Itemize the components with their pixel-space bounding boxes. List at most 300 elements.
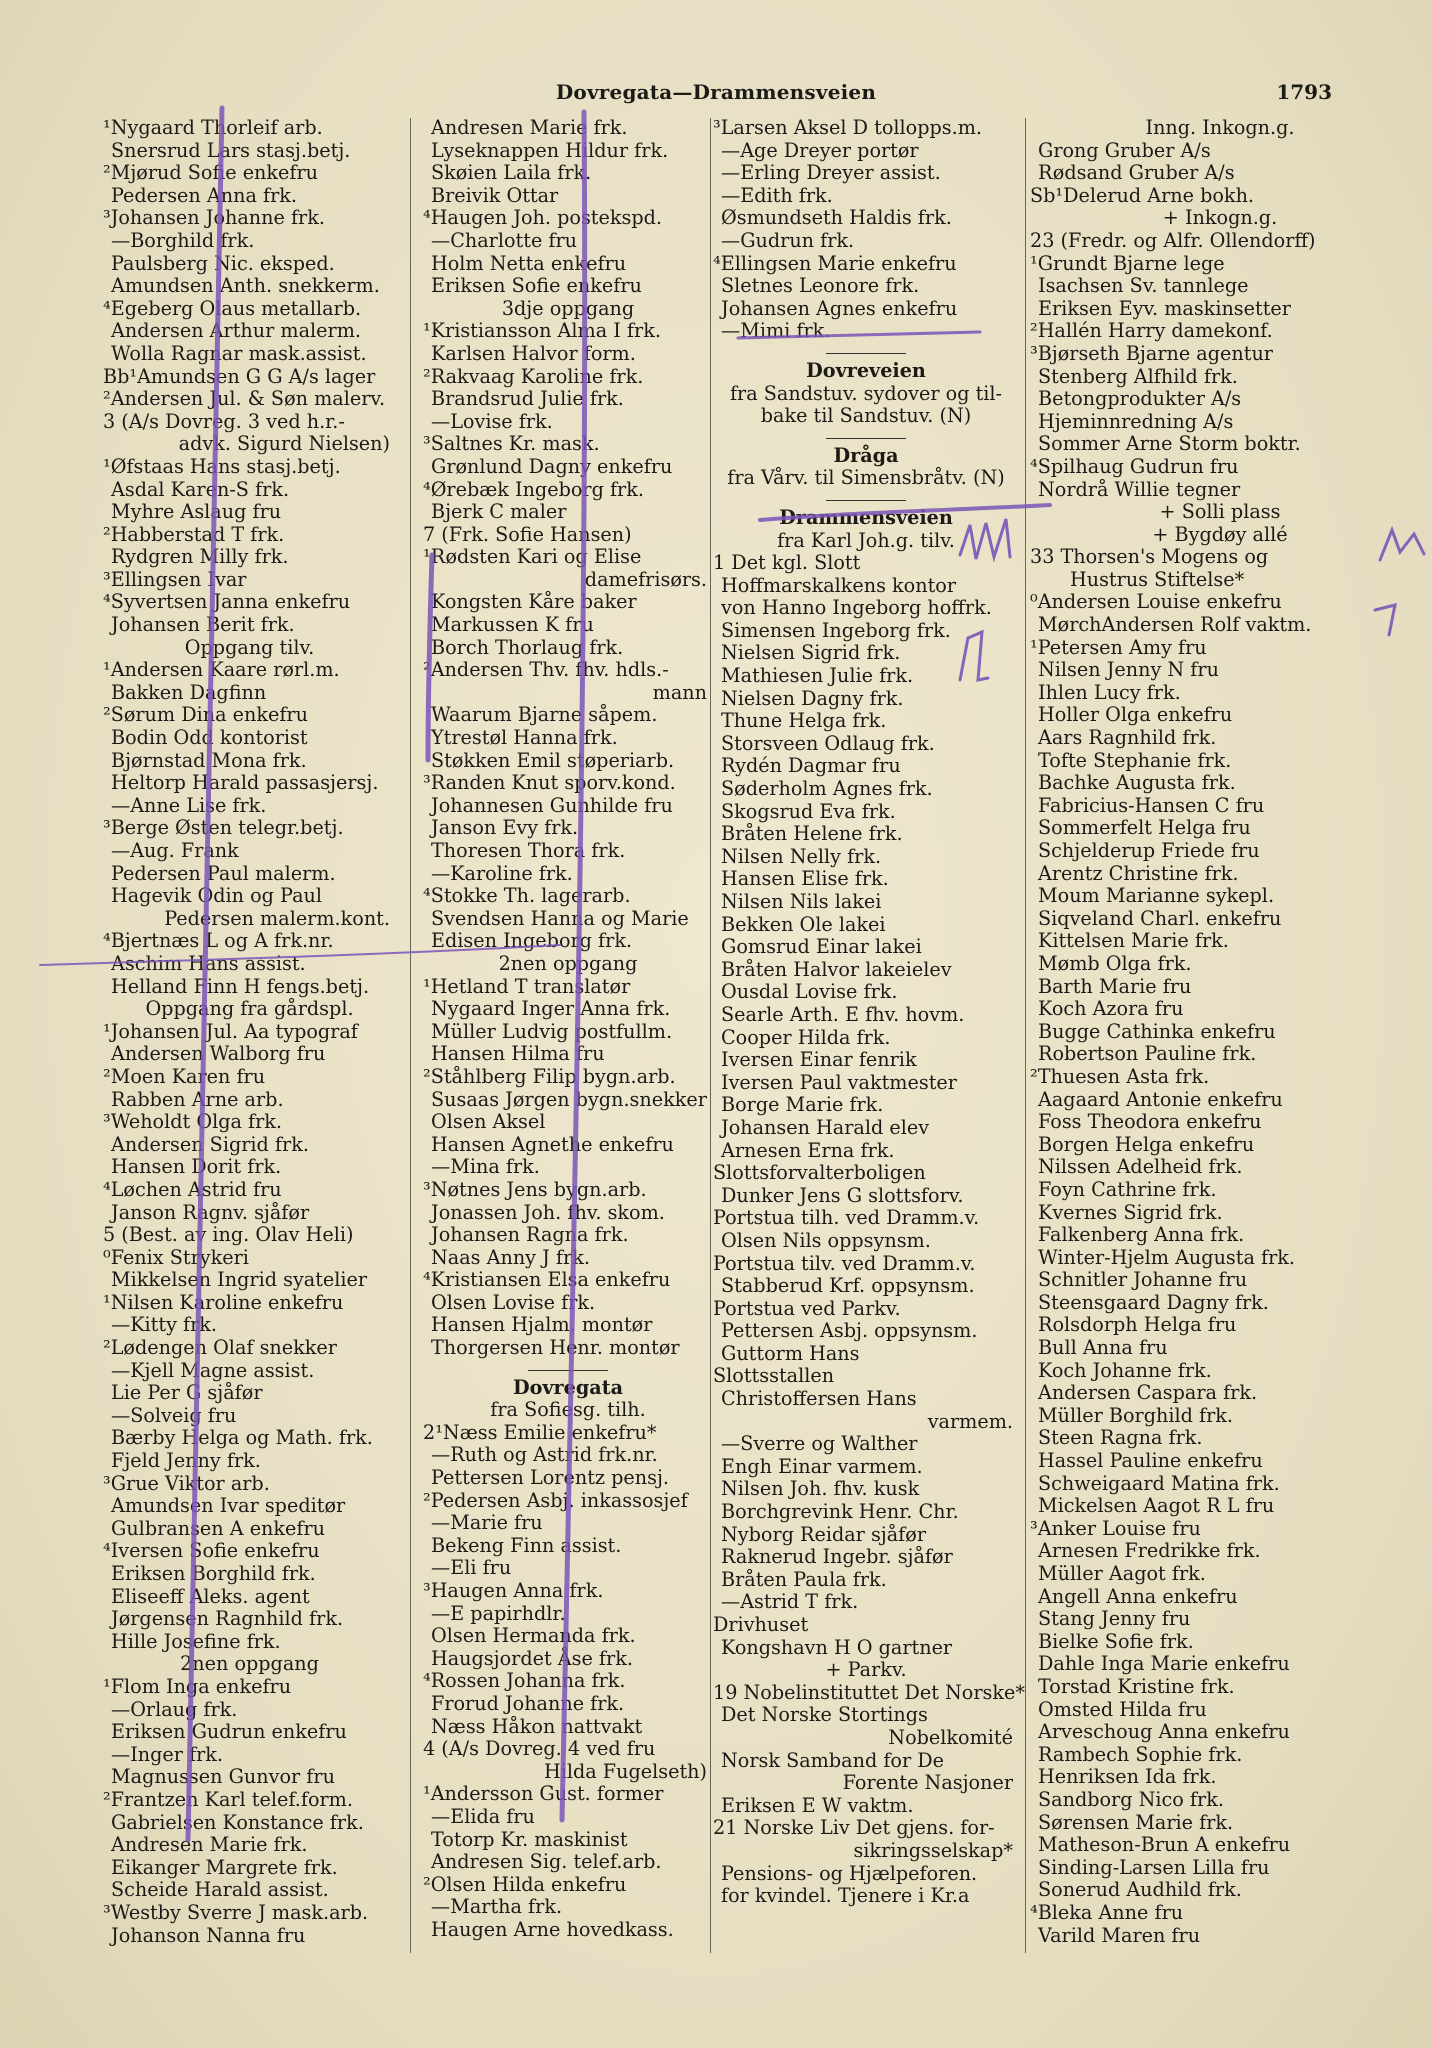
column-1 xyxy=(103,117,396,1947)
directory-entry: Borch Thorlaug frk. xyxy=(431,635,624,659)
directory-entry: Bachke Augusta frk. xyxy=(1038,771,1236,795)
directory-entry: MørchAndersen Rolf vaktm. xyxy=(1038,613,1312,637)
directory-entry: ³Weholdt Olga frk. xyxy=(103,1110,283,1134)
directory-entry: Inng. Inkogn.g. xyxy=(1145,116,1295,139)
directory-entry: Slottsforvalterboligen xyxy=(713,1161,926,1185)
directory-entry: Olsen Nils oppsynsm. xyxy=(721,1228,931,1252)
directory-entry: —Edith frk. xyxy=(721,183,833,207)
directory-entry: Stenberg Alfhild frk. xyxy=(1038,364,1238,388)
directory-entry: Torstad Kristine frk. xyxy=(1038,1674,1235,1698)
directory-entry: ⁴Bleka Anne fru xyxy=(1030,1900,1184,1924)
directory-entry: Portstua tilh. ved Dramm.v. xyxy=(713,1206,980,1230)
directory-entry: Searle Arth. E fhv. hovm. xyxy=(721,1002,965,1026)
directory-entry: ¹Grundt Bjarne lege xyxy=(1030,251,1225,275)
directory-entry: Det Norske Stortings xyxy=(721,1703,928,1727)
directory-entry: Aars Ragnhild frk. xyxy=(1038,726,1217,750)
directory-entry: Andersen Caspara frk. xyxy=(1038,1381,1258,1405)
directory-entry: Øsmundseth Haldis frk. xyxy=(721,206,952,230)
directory-entry: Foss Theodora enkefru xyxy=(1038,1110,1262,1134)
directory-entry: fra Karl Joh.g. tilv. xyxy=(777,528,955,552)
directory-entry: Müller Borghild frk. xyxy=(1038,1403,1234,1427)
directory-entry: Rambech Sophie frk. xyxy=(1038,1742,1243,1766)
directory-entry: Tofte Stephanie frk. xyxy=(1038,748,1232,772)
directory-entry: Foyn Cathrine frk. xyxy=(1038,1177,1217,1201)
directory-entry: ⁴Ørebæk Ingeborg frk. xyxy=(423,477,644,501)
directory-entry: Edisen Ingeborg frk. xyxy=(431,929,633,953)
directory-entry: Sonerud Audhild frk. xyxy=(1038,1878,1242,1902)
directory-entry: damefrisørs. xyxy=(584,567,707,591)
directory-entry: ²Frantzen Karl telef.form. xyxy=(103,1787,353,1811)
directory-entry: Borchgrevink Henr. Chr. xyxy=(721,1500,959,1524)
directory-entry: ²Habberstad T frk. xyxy=(103,522,285,546)
directory-entry: 7 (Frk. Sofie Hansen) xyxy=(423,522,632,546)
directory-entry: Aschim Hans assist. xyxy=(111,951,306,975)
directory-entry: ²Olsen Hilda enkefru xyxy=(423,1872,627,1896)
street-heading: Dråga xyxy=(833,443,899,467)
directory-entry: Nilsen Joh. fhv. kusk xyxy=(721,1477,920,1501)
directory-entry: Markussen K fru xyxy=(431,613,594,637)
directory-entry: + Inkogn.g. xyxy=(1162,206,1278,230)
directory-entry: Iversen Einar fenrik xyxy=(721,1048,917,1072)
directory-entry: Jonassen Joh. fhv. skom. xyxy=(431,1200,665,1224)
directory-entry: Lyseknappen Hildur frk. xyxy=(431,138,669,162)
directory-entry: von Hanno Ingeborg hoffrk. xyxy=(721,596,992,620)
directory-entry: sikringsselskap* xyxy=(853,1838,1013,1862)
directory-entry: Arentz Christine frk. xyxy=(1038,861,1239,885)
directory-entry: Thoresen Thora frk. xyxy=(431,839,626,862)
directory-entry: —E papirhdlr. xyxy=(431,1601,566,1625)
directory-entry: Bakken Dagfinn xyxy=(111,680,267,704)
directory-entry: Naas Anny J frk. xyxy=(431,1245,590,1269)
directory-entry: Andresen Marie frk. xyxy=(431,116,628,139)
directory-entry: —Age Dreyer portør xyxy=(721,138,919,162)
directory-entry: —Kjell Magne assist. xyxy=(111,1358,315,1382)
directory-entry: Bodin Odd kontorist xyxy=(111,726,308,750)
directory-entry: Kongshavn H O gartner xyxy=(721,1635,953,1659)
directory-entry: fra Vårv. til Simensbråtv. (N) xyxy=(727,466,1005,490)
directory-entry: Næss Håkon nattvakt xyxy=(431,1714,643,1738)
directory-entry: Mikkelsen Ingrid syatelier xyxy=(111,1268,368,1292)
directory-entry: Olsen Lovise frk. xyxy=(431,1290,596,1314)
directory-entry: Johansen Harald elev xyxy=(721,1115,930,1139)
directory-entry: Bjerk C maler xyxy=(431,500,567,524)
directory-entry: Gomsrud Einar lakei xyxy=(721,935,922,959)
directory-entry: 33 Thorsen's Mogens og xyxy=(1030,545,1269,569)
directory-entry: Johansen Ragna frk. xyxy=(431,1223,629,1247)
directory-entry: Arveschoug Anna enkefru xyxy=(1038,1720,1290,1744)
directory-entry: Ihlen Lucy frk. xyxy=(1038,680,1181,704)
directory-entry: —Marie fru xyxy=(431,1511,543,1535)
directory-entry: Hagevik Odin og Paul xyxy=(111,884,323,908)
directory-entry: Borge Marie frk. xyxy=(721,1093,884,1117)
directory-entry: Sommer Arne Storm boktr. xyxy=(1038,432,1301,456)
directory-entry: ¹Rødsten Kari og Elise xyxy=(423,545,642,569)
directory-entry: Pettersen Asbj. oppsynsm. xyxy=(721,1319,978,1343)
column-divider xyxy=(410,118,411,1953)
directory-entry: Pettersen Lorentz pensj. xyxy=(431,1466,669,1490)
directory-entry: Hansen Agnethe enkefru xyxy=(431,1132,674,1156)
directory-entry: ¹Hetland T translatør xyxy=(423,974,631,998)
directory-entry: Svendsen Hanna og Marie xyxy=(431,906,689,930)
directory-entry: Paulsberg Nic. eksped. xyxy=(111,251,335,275)
directory-entry: advk. Sigurd Nielsen) xyxy=(178,432,390,456)
directory-entry: Andresen Sig. telef.arb. xyxy=(431,1850,662,1874)
directory-entry: 5 (Best. av ing. Olav Heli) xyxy=(103,1223,354,1247)
directory-entry: Oppgang tilv. xyxy=(184,635,315,659)
directory-entry: —Martha frk. xyxy=(431,1895,563,1919)
directory-entry: Borgen Helga enkefru xyxy=(1038,1132,1255,1156)
directory-entry: Thorgersen Henr. montør xyxy=(431,1336,680,1360)
directory-entry: ⁴Løchen Astrid fru xyxy=(103,1177,282,1201)
directory-entry: Matheson-Brun A enkefru xyxy=(1038,1833,1291,1857)
directory-entry: —Anne Lise frk. xyxy=(111,793,267,817)
column-3 xyxy=(713,116,1025,1908)
directory-entry: Müller Aagot frk. xyxy=(1038,1562,1206,1585)
directory-entry: Eliseeff Aleks. agent xyxy=(111,1584,310,1608)
directory-entry: Varild Maren fru xyxy=(1038,1923,1201,1947)
directory-entry: 23 (Fredr. og Alfr. Ollendorff) xyxy=(1030,228,1316,252)
directory-entry: ³Anker Louise fru xyxy=(1030,1516,1201,1540)
directory-entry: Olsen Hermanda frk. xyxy=(431,1624,636,1648)
directory-entry: ¹Andersen Kaare rørl.m. xyxy=(103,658,340,682)
directory-entry: ⁴Syvertsen Janna enkefru xyxy=(103,590,351,614)
directory-entry: —Karoline frk. xyxy=(431,861,573,885)
directory-entry: —Inger frk. xyxy=(111,1742,224,1766)
directory-entry: —Solveig fru xyxy=(111,1403,237,1427)
directory-entry: Hoffmarskalkens kontor xyxy=(721,573,957,597)
directory-entry: Bekken Ole lakei xyxy=(721,912,886,936)
directory-entry: Steen Ragna frk. xyxy=(1038,1426,1203,1450)
directory-entry: Bb¹Amundsen G G A/s lager xyxy=(103,364,376,388)
directory-entry: Hassel Pauline enkefru xyxy=(1038,1449,1263,1473)
directory-entry: Nobelkomité xyxy=(888,1725,1013,1749)
directory-entry: Hansen Dorit frk. xyxy=(111,1155,282,1179)
directory-entry: Guttorm Hans xyxy=(721,1341,860,1365)
directory-entry: ²Rakvaag Karoline frk. xyxy=(423,364,644,388)
directory-entry: ⁰Fenix Strykeri xyxy=(103,1245,249,1269)
directory-entry: ²Pedersen Asbj. inkassosjef xyxy=(423,1488,688,1512)
directory-entry: Amundsen Anth. snekkerm. xyxy=(111,274,380,298)
directory-entry: Koch Azora fru xyxy=(1038,997,1184,1021)
directory-entry: Andersen Sigrid frk. xyxy=(111,1132,309,1156)
directory-entry: Schjelderup Friede fru xyxy=(1038,839,1260,862)
directory-entry: 2nen oppgang xyxy=(498,951,638,975)
directory-entry: Holler Olga enkefru xyxy=(1038,703,1233,727)
directory-entry: Pedersen Paul malerm. xyxy=(111,861,336,885)
directory-entry: Gulbransen A enkefru xyxy=(111,1516,326,1540)
directory-entry: Kittelsen Marie frk. xyxy=(1038,929,1229,953)
directory-entry: for kvindel. Tjenere i Kr.a xyxy=(721,1884,970,1908)
street-heading: Dovreveien xyxy=(806,358,926,382)
directory-entry: Hille Josefine frk. xyxy=(111,1629,281,1653)
directory-entry: Henriksen Ida frk. xyxy=(1038,1765,1217,1789)
directory-entry: —Mimi frk. xyxy=(721,319,831,343)
directory-entry: Arnesen Fredrikke frk. xyxy=(1038,1539,1261,1563)
directory-entry: Bråten Halvor lakeielev xyxy=(721,957,952,981)
directory-entry: Schnitler Johanne fru xyxy=(1038,1268,1248,1292)
directory-entry: Myhre Aslaug fru xyxy=(111,500,282,524)
directory-entry: + Parkv. xyxy=(825,1658,907,1682)
directory-entry: Grong Gruber A/s xyxy=(1038,138,1211,162)
directory-entry: ¹Nygaard Thorleif arb. xyxy=(103,116,323,139)
directory-entry: Magnussen Gunvor fru xyxy=(111,1765,335,1789)
section-rule xyxy=(826,438,906,439)
column-divider xyxy=(1025,118,1026,1953)
directory-entry: Janson Evy frk. xyxy=(431,816,579,840)
directory-entry: Helland Finn H fengs.betj. xyxy=(111,974,370,998)
directory-entry: Oppgang fra gårdspl. xyxy=(145,997,354,1021)
directory-entry: Omsted Hilda fru xyxy=(1038,1697,1207,1721)
directory-entry: ⁴Egeberg Olaus metallarb. xyxy=(103,296,362,320)
directory-entry: Nilsen Jenny N fru xyxy=(1038,658,1219,682)
directory-entry: Eikanger Margrete frk. xyxy=(111,1855,338,1879)
directory-entry: Skogsrud Eva frk. xyxy=(721,799,896,823)
directory-entry: Nielsen Dagny frk. xyxy=(721,686,904,710)
directory-entry: 2nen oppgang xyxy=(180,1652,319,1676)
directory-entry: + Solli plass xyxy=(1159,500,1281,524)
directory-entry: ⁴Haugen Joh. postekspd. xyxy=(423,206,663,230)
directory-entry: Rolsdorph Helga fru xyxy=(1038,1313,1237,1337)
directory-entry: Waarum Bjarne såpem. xyxy=(431,703,658,727)
directory-entry: Falkenberg Anna frk. xyxy=(1038,1223,1245,1247)
directory-entry: Scheide Harald assist. xyxy=(111,1878,329,1902)
directory-entry: Pedersen malerm.kont. xyxy=(164,906,390,930)
directory-entry: Søderholm Agnes frk. xyxy=(721,777,933,801)
directory-entry: Haugen Arne hovedkass. xyxy=(431,1917,674,1941)
directory-entry: ³Westby Sverre J mask.arb. xyxy=(103,1900,369,1924)
directory-entry: Norsk Samband for De xyxy=(721,1748,944,1772)
directory-entry: Sørensen Marie frk. xyxy=(1038,1810,1234,1834)
directory-entry: Steensgaard Dagny frk. xyxy=(1038,1290,1269,1314)
column-2 xyxy=(423,117,713,1942)
directory-entry: Nielsen Sigrid frk. xyxy=(721,641,901,665)
directory-entry: Thune Helga frk. xyxy=(721,709,887,733)
directory-entry: mann xyxy=(652,680,707,704)
directory-entry: Gabrielsen Konstance frk. xyxy=(111,1810,364,1834)
directory-entry: Fabricius-Hansen C fru xyxy=(1038,793,1265,817)
directory-entry: ⁴Iversen Sofie enkefru xyxy=(103,1539,320,1563)
directory-entry: Hansen Hilma fru xyxy=(431,1042,605,1066)
directory-entry: Amundsen Ivar speditør xyxy=(111,1494,346,1518)
directory-entry: Portstua tilv. ved Dramm.v. xyxy=(713,1251,976,1275)
directory-entry: 19 Nobelinstituttet Det Norske* xyxy=(713,1680,1025,1704)
directory-entry: Frorud Johanne frk. xyxy=(431,1691,625,1715)
directory-entry: ¹Nilsen Karoline enkefru xyxy=(103,1290,344,1314)
directory-entry: Storsveen Odlaug frk. xyxy=(721,731,935,755)
directory-entry: Sandborg Nico frk. xyxy=(1038,1787,1224,1811)
directory-entry: Moum Marianne sykepl. xyxy=(1038,884,1275,908)
directory-entry: Rødsand Gruber A/s xyxy=(1038,161,1235,185)
directory-entry: Eriksen Eyv. maskinsetter xyxy=(1038,296,1291,320)
directory-entry: Bjørnstad Mona frk. xyxy=(111,748,307,772)
directory-entry: Karlsen Halvor form. xyxy=(431,341,636,365)
directory-entry: Mathiesen Julie frk. xyxy=(721,664,914,688)
directory-entry: Eriksen Sofie enkefru xyxy=(431,274,642,298)
directory-entry: Wolla Ragnar mask.assist. xyxy=(111,341,367,365)
directory-entry: ³Haugen Anna frk. xyxy=(423,1579,604,1602)
directory-entry: ⁴Spilhaug Gudrun fru xyxy=(1030,454,1239,478)
directory-entry: ³Grue Viktor arb. xyxy=(103,1471,270,1495)
directory-entry: Angell Anna enkefru xyxy=(1038,1584,1238,1608)
directory-entry: Bugge Cathinka enkefru xyxy=(1038,1019,1276,1043)
directory-entry: Sinding-Larsen Lilla fru xyxy=(1038,1855,1270,1879)
directory-entry: Rydén Dagmar fru xyxy=(721,754,901,778)
directory-entry: —Charlotte fru xyxy=(431,228,578,252)
directory-entry: Mickelsen Aagot R L fru xyxy=(1038,1494,1275,1518)
directory-entry: ²Mjørud Sofie enkefru xyxy=(103,161,319,185)
directory-entry: Snersrud Lars stasj.betj. xyxy=(111,138,351,162)
directory-entry: Arnesen Erna frk. xyxy=(721,1138,895,1162)
directory-entry: Pensions- og Hjælpeforen. xyxy=(721,1861,978,1885)
directory-entry: Nygaard Inger Anna frk. xyxy=(431,997,671,1021)
directory-entry: Johansen Berit frk. xyxy=(111,613,295,637)
directory-entry: fra Sofiesg. tilh. xyxy=(490,1398,646,1422)
directory-entry: Hansen Elise frk. xyxy=(721,867,889,891)
directory-entry: —Eli fru xyxy=(431,1556,512,1580)
directory-entry: Müller Ludvig postfullm. xyxy=(431,1019,673,1043)
directory-entry: Eriksen Gudrun enkefru xyxy=(111,1720,347,1744)
directory-entry: 1 Det kgl. Slott xyxy=(713,551,861,575)
directory-entry: —Orlaug frk. xyxy=(111,1697,238,1721)
directory-entry: Sb¹Delerud Arne bokh. xyxy=(1030,183,1255,207)
directory-entry: Haugsjordet Åse frk. xyxy=(431,1646,633,1670)
directory-entry: 21 Norske Liv Det gjens. for- xyxy=(713,1816,995,1840)
directory-entry: 3dje oppgang xyxy=(501,296,635,320)
directory-entry: Støkken Emil støperiarb. xyxy=(431,748,675,772)
directory-entry: + Bygdøy allé xyxy=(1152,522,1288,546)
directory-entry: ¹Kristiansson Alma I frk. xyxy=(423,319,661,343)
directory-entry: ³Nøtnes Jens bygn.arb. xyxy=(423,1177,647,1201)
directory-entry: 2¹Næss Emilie enkefru* xyxy=(423,1420,657,1444)
directory-entry: Kvernes Sigrid frk. xyxy=(1038,1200,1223,1224)
directory-entry: —Aug. Frank xyxy=(111,839,239,862)
directory-entry: Eriksen E W vaktm. xyxy=(721,1793,914,1817)
directory-entry: Aagaard Antonie enkefru xyxy=(1038,1087,1283,1111)
directory-entry: Breivik Ottar xyxy=(431,183,559,207)
directory-entry: ¹Øfstaas Hans stasj.betj. xyxy=(103,454,341,478)
directory-entry: Lie Per G sjåfør xyxy=(111,1381,263,1405)
directory-entry: Engh Einar varmem. xyxy=(721,1454,923,1478)
directory-entry: Dunker Jens G slottsforv. xyxy=(721,1183,964,1207)
column-4 xyxy=(1030,117,1410,1947)
directory-entry: Winter-Hjelm Augusta frk. xyxy=(1038,1245,1296,1269)
page-title: Dovregata—Drammensveien xyxy=(555,80,877,104)
directory-entry: varmem. xyxy=(927,1409,1013,1433)
directory-entry: Ytrestøl Hanna frk. xyxy=(431,726,618,750)
directory-entry: Skøien Laila frk. xyxy=(431,161,592,185)
directory-entry: Olsen Aksel xyxy=(431,1110,546,1134)
directory-entry: Stabberud Krf. oppsynsm. xyxy=(721,1274,975,1298)
directory-entry: —Borghild frk. xyxy=(111,228,255,252)
directory-entry: ³Bjørseth Bjarne agentur xyxy=(1030,341,1273,365)
directory-entry: Johanson Nanna fru xyxy=(111,1923,306,1947)
directory-entry: Bråten Helene frk. xyxy=(721,822,903,846)
directory-entry: ²Ståhlberg Filip bygn.arb. xyxy=(423,1064,676,1088)
directory-entry: ⁴Stokke Th. lagerarb. xyxy=(423,884,631,908)
directory-entry: Grønlund Dagny enkefru xyxy=(431,454,673,478)
directory-entry: ²Andersen Jul. & Søn malerv. xyxy=(103,387,386,411)
directory-entry: —Lovise frk. xyxy=(431,409,553,433)
directory-entry: Jørgensen Ragnhild frk. xyxy=(111,1607,344,1631)
directory-entry: Siqveland Charl. enkefru xyxy=(1038,906,1282,930)
directory-entry: ³Larsen Aksel D tollopps.m. xyxy=(713,116,982,139)
directory-entry: Drivhuset xyxy=(713,1613,809,1636)
directory-entry: ⁴Bjertnæs L og A frk.nr. xyxy=(103,929,334,953)
directory-entry: Rabben Arne arb. xyxy=(111,1087,284,1111)
directory-entry: Dahle Inga Marie enkefru xyxy=(1038,1652,1290,1676)
directory-entry: ²Lødengen Olaf snekker xyxy=(103,1336,337,1360)
directory-entry: Hansen Hjalm. montør xyxy=(431,1313,653,1337)
directory-entry: 4 (A/s Dovreg. 4 ved fru xyxy=(423,1737,656,1761)
directory-entry: —Sverre og Walther xyxy=(721,1432,918,1456)
directory-entry: Ousdal Lovise frk. xyxy=(721,980,898,1004)
directory-entry: Bull Anna fru xyxy=(1038,1336,1168,1360)
directory-entry: Holm Netta enkefru xyxy=(431,251,627,275)
directory-entry: Heltorp Harald passasjersj. xyxy=(111,771,379,795)
directory-entry: ¹Andersson Gust. former xyxy=(423,1782,664,1806)
directory-entry: Pedersen Anna frk. xyxy=(111,183,297,207)
directory-entry: —Erling Dreyer assist. xyxy=(721,161,941,185)
directory-entry: Susaas Jørgen bygn.snekker xyxy=(431,1087,707,1111)
directory-entry: Nordrå Willie tegner xyxy=(1038,477,1241,501)
directory-entry: Isachsen Sv. tannlege xyxy=(1038,274,1249,298)
directory-entry: Stang Jenny fru xyxy=(1038,1607,1191,1631)
directory-entry: Nilsen Nelly frk. xyxy=(721,844,882,868)
directory-entry: ⁴Ellingsen Marie enkefru xyxy=(713,251,957,275)
directory-entry: Nilssen Adelheid frk. xyxy=(1038,1155,1243,1179)
directory-entry: Robertson Pauline frk. xyxy=(1038,1042,1257,1066)
directory-entry: ³Ellingsen Ivar xyxy=(103,567,247,591)
directory-entry: bake til Sandstuv. (N) xyxy=(760,404,972,428)
directory-entry: Johannesen Gunhilde fru xyxy=(431,793,673,817)
directory-entry: ¹Flom Inga enkefru xyxy=(103,1674,292,1698)
street-heading: Drammensveien xyxy=(779,505,953,529)
directory-entry: ³Saltnes Kr. mask. xyxy=(423,432,600,456)
directory-entry: Simensen Ingeborg frk. xyxy=(721,618,951,642)
section-rule xyxy=(826,353,906,354)
directory-entry: ³Berge Østen telegr.betj. xyxy=(103,816,344,840)
directory-entry: Sommerfelt Helga fru xyxy=(1038,816,1251,840)
directory-entry: Kongsten Kåre baker xyxy=(431,590,637,614)
directory-entry: Johansen Agnes enkefru xyxy=(721,296,958,320)
directory-entry: Fjeld Jenny frk. xyxy=(111,1449,261,1473)
directory-entry: Bielke Sofie frk. xyxy=(1038,1629,1194,1653)
directory-entry: Janson Ragnv. sjåfør xyxy=(111,1200,310,1224)
page-number: 1793 xyxy=(1276,80,1332,104)
column-divider xyxy=(710,118,711,1953)
directory-entry: Sletnes Leonore frk. xyxy=(721,274,920,298)
section-rule xyxy=(826,500,906,501)
directory-entry: Andresen Marie frk. xyxy=(111,1833,308,1857)
directory-entry: —Kitty frk. xyxy=(111,1313,218,1337)
directory-entry: Iversen Paul vaktmester xyxy=(721,1070,957,1094)
directory-entry: ²Thuesen Asta frk. xyxy=(1030,1064,1210,1088)
directory-entry: Portstua ved Parkv. xyxy=(713,1296,901,1320)
directory-entry: Eriksen Borghild frk. xyxy=(111,1562,316,1585)
directory-entry: Andersen Walborg fru xyxy=(111,1042,326,1066)
directory-entry: Koch Johanne frk. xyxy=(1038,1358,1212,1382)
directory-entry: ³Randen Knut sporv.kond. xyxy=(423,771,676,795)
directory-entry: ²Andersen Thv. fhv. hdls.- xyxy=(423,658,669,682)
directory-entry: ²Hallén Harry damekonf. xyxy=(1030,319,1273,343)
directory-entry: Christoffersen Hans xyxy=(721,1387,917,1411)
directory-entry: Betongprodukter A/s xyxy=(1038,387,1242,411)
directory-entry: Schweigaard Matina frk. xyxy=(1038,1471,1280,1495)
directory-entry: Andersen Arthur malerm. xyxy=(111,319,361,343)
street-heading: Dovregata xyxy=(512,1375,624,1399)
directory-entry: Nyborg Reidar sjåfør xyxy=(721,1522,927,1546)
directory-entry: ¹Johansen Jul. Aa typograf xyxy=(103,1019,358,1043)
